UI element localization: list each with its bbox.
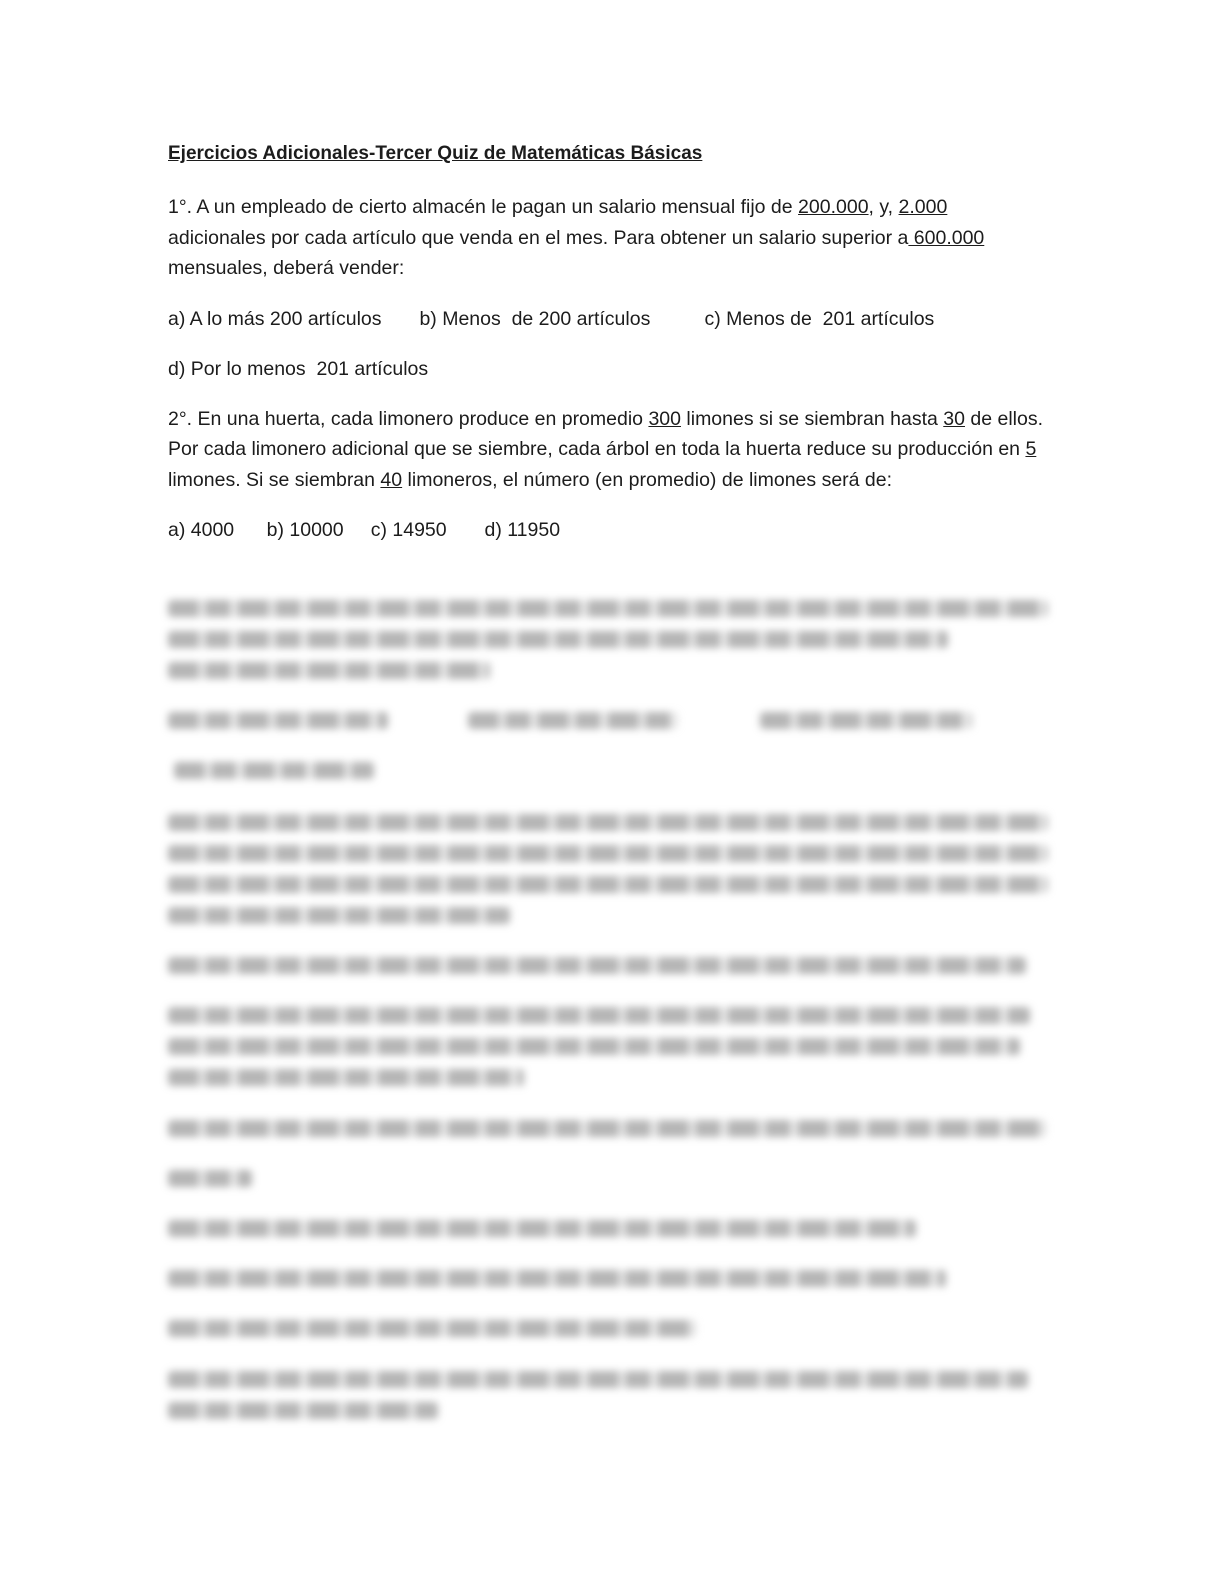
- q1-text-part: mensuales, deberá vender:: [168, 257, 405, 279]
- blurred-line: [168, 1270, 946, 1287]
- q1-fixed-salary: 200.000: [798, 196, 869, 218]
- blurred-line: [168, 1170, 252, 1187]
- blurred-line: [168, 1402, 438, 1419]
- blurred-line: [168, 1007, 1030, 1024]
- q1-per-article: 2.000: [898, 196, 948, 218]
- blurred-line: [168, 1069, 524, 1086]
- blurred-content-area: [168, 594, 1048, 1434]
- q2-lemons-per-tree: 300: [648, 407, 681, 430]
- q2-reduction: 5: [1025, 438, 1037, 460]
- blurred-line: [174, 762, 374, 779]
- blurred-line: [168, 957, 1026, 974]
- blurred-line: [168, 1038, 1020, 1055]
- q1-text-part: adicionales por cada artículo que venda en el mes. Para obtener un salario superior a: [168, 226, 909, 249]
- blurred-line: [468, 712, 678, 729]
- question-2-text: [168, 404, 1048, 496]
- blurred-line: [760, 712, 972, 729]
- blurred-line: [168, 907, 510, 924]
- document-title: Ejercicios Adicionales-Tercer Quiz de Matemáticas Básicas: [168, 143, 703, 164]
- blurred-line: [168, 1320, 696, 1337]
- q2-text-part: limones si se siembran hasta: [680, 407, 944, 430]
- blurred-line: [168, 631, 948, 648]
- q1-target-salary: 600.000: [908, 226, 985, 249]
- blurred-line: [168, 1371, 1028, 1388]
- question-1-option-d: d) Por lo menos 201 artículos: [168, 357, 429, 380]
- blurred-line: [168, 845, 1048, 862]
- question-2-options: a) 4000 b) 10000 c) 14950 d) 11950: [168, 519, 561, 541]
- blurred-line: [168, 712, 388, 729]
- blurred-line: [168, 814, 1048, 831]
- q2-tree-limit: 30: [943, 407, 965, 430]
- q2-text-part: limoneros, el número (en promedio) de limones será de:: [402, 468, 893, 491]
- blurred-line: [168, 876, 1048, 893]
- blurred-line: [168, 1120, 1046, 1137]
- q2-text-part: de ellos. Por cada limonero adicional que se siembre, cada árbol en toda la huerta reduce su producción en: [168, 407, 1044, 460]
- q2-trees-planted: 40: [380, 468, 403, 491]
- question-1-text: [168, 192, 1048, 284]
- q2-text-part: 2°. En una huerta, cada limonero produce en promedio: [168, 407, 649, 430]
- q1-text-part: , y,: [868, 196, 899, 218]
- q2-text-part: limones. Si se siembran: [168, 468, 381, 491]
- document-page: [168, 140, 1048, 565]
- blurred-line: [168, 600, 1048, 617]
- question-1-options-abc: a) A lo más 200 artículos b) Menos de 200 artículos c) Menos de 201 artículos: [168, 307, 935, 330]
- q1-text-part: 1°. A un empleado de cierto almacén le pagan un salario mensual fijo de: [168, 196, 799, 218]
- blurred-line: [168, 1220, 916, 1237]
- blurred-line: [168, 662, 490, 679]
